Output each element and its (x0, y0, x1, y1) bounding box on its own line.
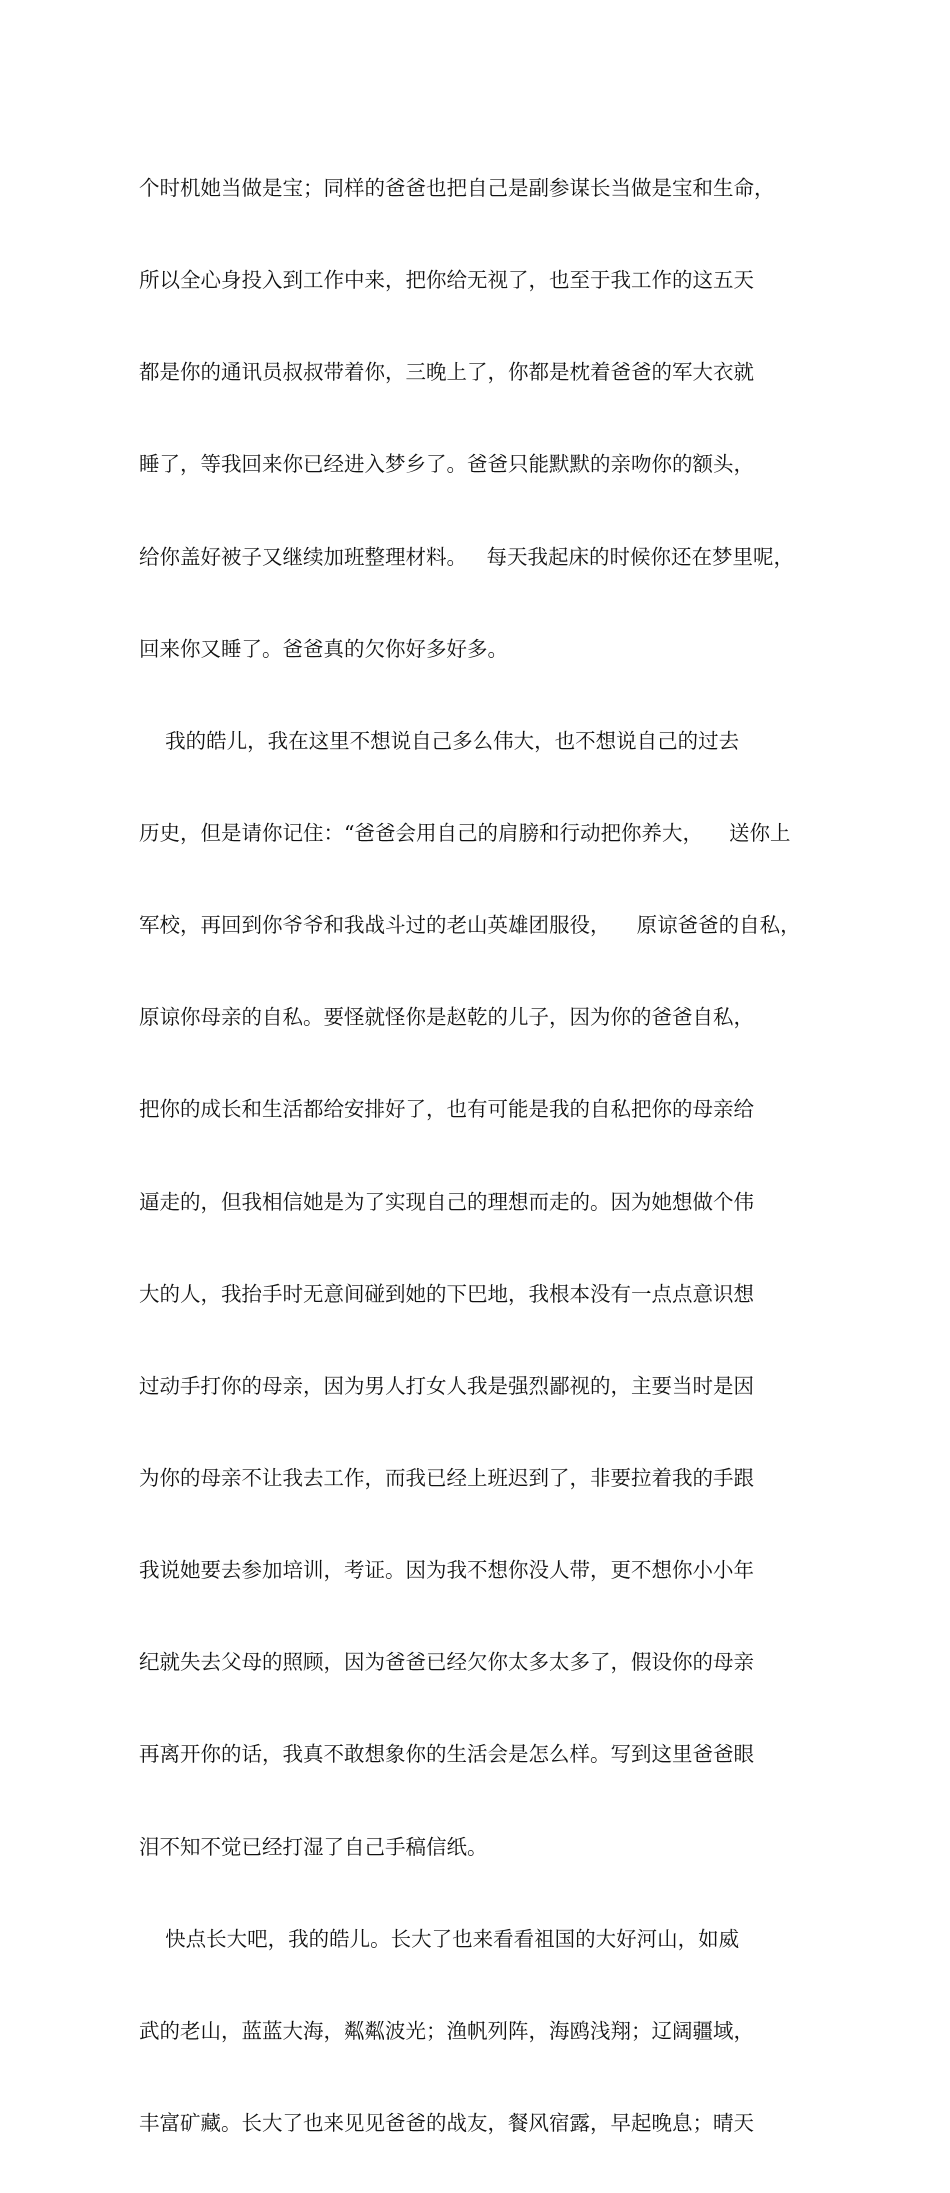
text-line: 大的人，我抬手时无意间碰到她的下巴地，我根本没有一点点意识想 (139, 1281, 754, 1306)
text-line: 把你的成长和生活都给安排好了，也有可能是我的自私把你的母亲给 (139, 1097, 754, 1122)
text-line: 过动手打你的母亲，因为男人打女人我是强烈鄙视的，主要当时是因 (139, 1373, 754, 1398)
paragraph-start-line: 快点长大吧，我的皓儿。长大了也来看看祖国的大好河山，如威 (139, 1926, 740, 1951)
text-line: 我说她要去参加培训，考证。因为我不想你没人带，更不想你小小年 (139, 1558, 754, 1583)
text-line: 原谅你母亲的自私。要怪就怪你是赵乾的儿子，因为你的爸爸自私， (139, 1005, 754, 1030)
text-line: 逼走的，但我相信她是为了实现自己的理想而走的。因为她想做个伟 (139, 1189, 754, 1214)
text-line: 纪就失去父母的照顾，因为爸爸已经欠你太多太多了，假设你的母亲 (139, 1650, 754, 1675)
text-line: 睡了，等我回来你已经进入梦乡了。爸爸只能默默的亲吻你的额头， (139, 452, 754, 477)
paragraph-start-line: 我的皓儿，我在这里不想说自己多么伟大，也不想说自己的过去 (139, 728, 740, 753)
text-line: 都是你的通讯员叔叔带着你，三晚上了，你都是枕着爸爸的军大衣就 (139, 360, 754, 385)
text-line: 回来你又睡了。爸爸真的欠你好多好多。 (139, 636, 508, 661)
text-line: 给你盖好被子又继续加班整理材料。 每天我起床的时候你还在梦里呢， (139, 544, 795, 569)
text-line: 武的老山，蓝蓝大海，粼粼波光；渔帆列阵，海鸥浅翔；辽阔疆域， (139, 2018, 754, 2043)
text-line: 历史，但是请你记住：“爸爸会用自己的肩膀和行动把你养大， 送你上 (139, 820, 791, 845)
text-line: 再离开你的话，我真不敢想象你的生活会是怎么样。写到这里爸爸眼 (139, 1742, 754, 1767)
text-line: 军校，再回到你爷爷和我战斗过的老山英雄团服役， 原谅爸爸的自私， (139, 913, 801, 938)
text-line: 为你的母亲不让我去工作，而我已经上班迟到了，非要拉着我的手跟 (139, 1465, 754, 1490)
text-line: 丰富矿藏。长大了也来见见爸爸的战友，餐风宿露，早起晚息；晴天 (139, 2110, 754, 2135)
text-line: 泪不知不觉已经打湿了自己手稿信纸。 (139, 1834, 488, 1859)
text-line: 个时机她当做是宝；同样的爸爸也把自己是副参谋长当做是宝和生命， (139, 176, 775, 200)
letter-body-text (139, 118, 819, 2193)
text-line: 所以全心身投入到工作中来，把你给无视了，也至于我工作的这五天 (139, 268, 754, 293)
